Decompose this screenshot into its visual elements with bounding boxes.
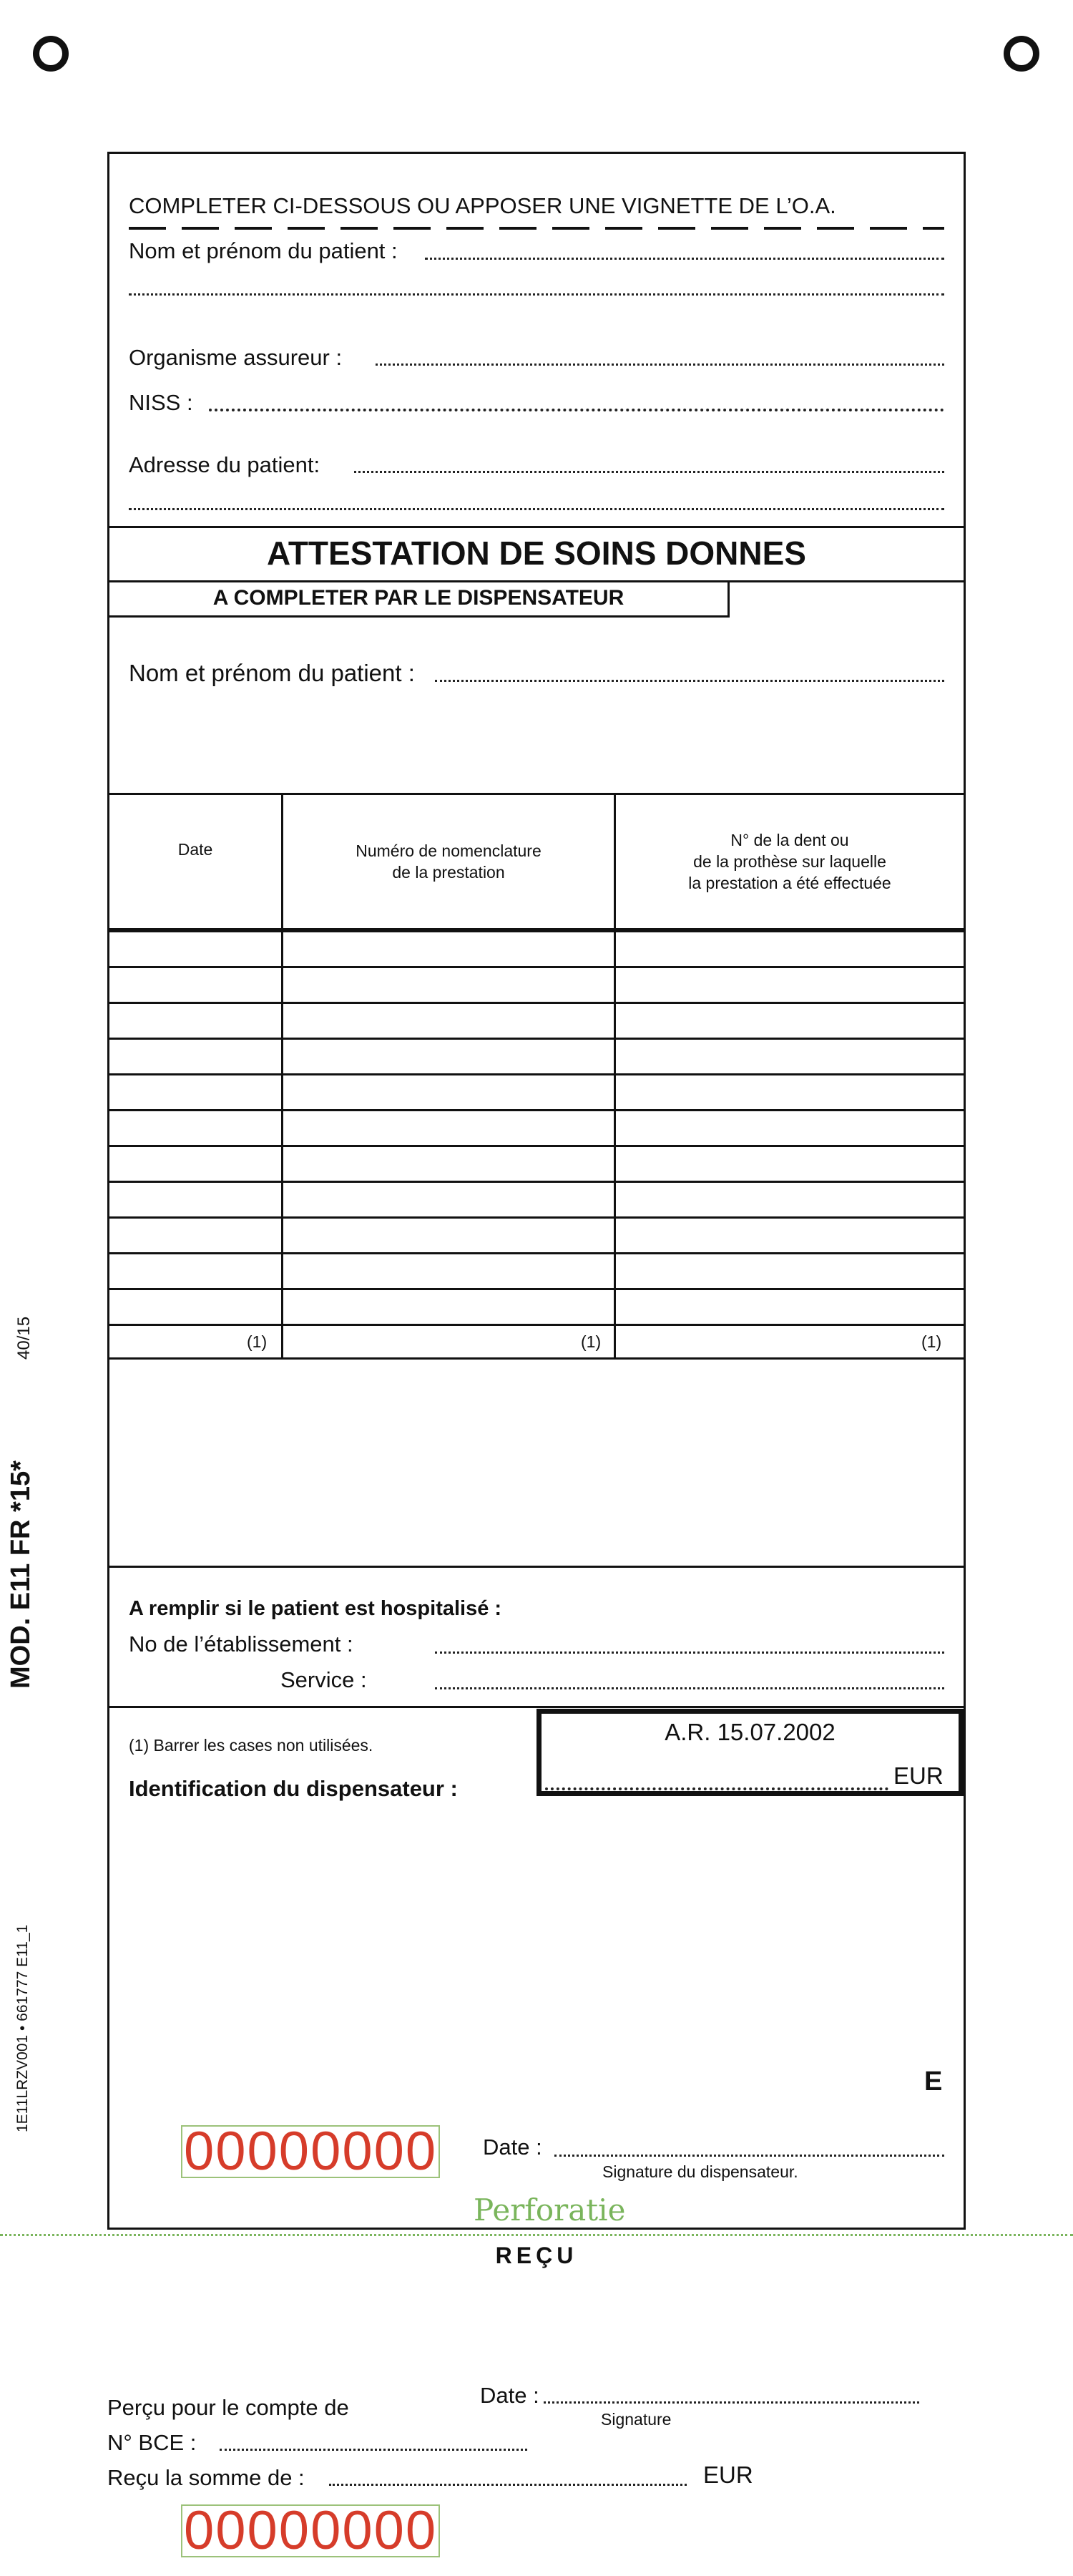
- form-version: 40/15: [14, 1316, 34, 1360]
- table-row-rule: [107, 1181, 966, 1183]
- divider: [107, 1706, 966, 1708]
- form-title: ATTESTATION DE SOINS DONNES: [267, 535, 806, 572]
- table-row-rule: [107, 1288, 966, 1290]
- table-row-rule: [107, 1109, 966, 1111]
- receipt-account-label: Perçu pour le compte de: [107, 2395, 349, 2420]
- form-letter: E: [924, 2067, 943, 2097]
- col-header-nomenclature: Numéro de nomenclature de la prestation: [356, 841, 542, 882]
- oa-instruction-dashes: [129, 220, 944, 233]
- form-model-code: MOD. E11 FR *15*: [6, 1460, 36, 1689]
- table-row-rule: [107, 966, 966, 968]
- oa-instruction: COMPLETER CI-DESSOUS OU APPOSER UNE VIGNETTE DE L’O.A.: [129, 193, 836, 218]
- punch-hole-right: [1004, 36, 1039, 72]
- establishment-field[interactable]: [435, 1652, 944, 1654]
- address-field[interactable]: [354, 471, 944, 473]
- oa-patient-name-field[interactable]: [425, 258, 944, 260]
- receipt-amount-field[interactable]: [329, 2484, 687, 2486]
- receipt-date-field[interactable]: [544, 2401, 919, 2404]
- table-row-rule: [107, 1324, 966, 1326]
- receipt-bce-label: N° BCE :: [107, 2430, 197, 2455]
- receipt-date-label: Date :: [480, 2383, 539, 2408]
- receipt-signature-label: Signature: [601, 2410, 672, 2429]
- patient-name-field[interactable]: [435, 680, 944, 682]
- form-subtitle: A COMPLETER PAR LE DISPENSATEUR: [212, 586, 624, 610]
- divider: [107, 1566, 966, 1568]
- cancel-boxes-footnote: (1) Barrer les cases non utilisées.: [129, 1736, 373, 1755]
- amount-field[interactable]: [545, 1787, 888, 1790]
- table-row-rule: [107, 1252, 966, 1254]
- patient-name-label: Nom et prénom du patient :: [129, 660, 415, 686]
- niss-label: NISS :: [129, 390, 193, 415]
- insurer-label: Organisme assureur :: [129, 345, 343, 370]
- punch-hole-left: [33, 36, 69, 72]
- provider-identification-label: Identification du dispensateur :: [129, 1776, 458, 1801]
- hospital-heading: A remplir si le patient est hospitalisé :: [129, 1597, 502, 1620]
- receipt-amount-label: Reçu la somme de :: [107, 2465, 305, 2490]
- establishment-label: No de l’établissement :: [129, 1631, 353, 1657]
- insurer-field[interactable]: [376, 364, 944, 366]
- table-row-rule: [107, 1216, 966, 1219]
- receipt-bce-field[interactable]: [220, 2449, 527, 2451]
- service-label: Service :: [280, 1667, 367, 1692]
- table-row-rule: [107, 1357, 966, 1360]
- address-label: Adresse du patient:: [129, 452, 320, 477]
- footnote-mark-nomenclature: (1): [581, 1332, 602, 1351]
- table-row-rule: [107, 1145, 966, 1147]
- table-row-rule: [107, 1073, 966, 1075]
- perforation-label: Perforatie: [474, 2192, 626, 2228]
- print-code: 1E11LRZV001 • 661777 E11_1: [14, 1924, 31, 2132]
- table-row-rule: [107, 1002, 966, 1004]
- footnote-mark-tooth: (1): [921, 1332, 942, 1351]
- oa-patient-name-field-2[interactable]: [129, 293, 944, 296]
- ar-label: A.R. 15.07.2002: [665, 1719, 836, 1745]
- oa-patient-name-label: Nom et prénom du patient :: [129, 238, 398, 263]
- receipt-title: REÇU: [495, 2243, 578, 2268]
- niss-field[interactable]: [209, 409, 944, 411]
- provider-date-label: Date :: [483, 2135, 542, 2160]
- provider-serial-number: 00000000: [181, 2125, 440, 2178]
- receipt-serial-number: 00000000: [181, 2504, 440, 2557]
- table-row-rule: [107, 1038, 966, 1040]
- col-header-tooth: N° de la dent ou de la prothèse sur laquelle la prestation a été effectuée: [688, 831, 891, 892]
- amount-currency: EUR: [893, 1762, 944, 1789]
- address-field-2[interactable]: [129, 508, 944, 510]
- col-header-date: Date: [177, 840, 213, 859]
- provider-signature-label: Signature du dispensateur.: [602, 2162, 798, 2181]
- perforation-line: [0, 2234, 1073, 2236]
- divider: [107, 526, 966, 528]
- receipt-currency: EUR: [703, 2462, 753, 2488]
- table-top-border: [107, 793, 966, 795]
- footnote-mark-date: (1): [247, 1332, 268, 1351]
- table-row-rule: [107, 930, 966, 932]
- service-field[interactable]: [435, 1687, 944, 1689]
- provider-date-field[interactable]: [554, 2155, 944, 2157]
